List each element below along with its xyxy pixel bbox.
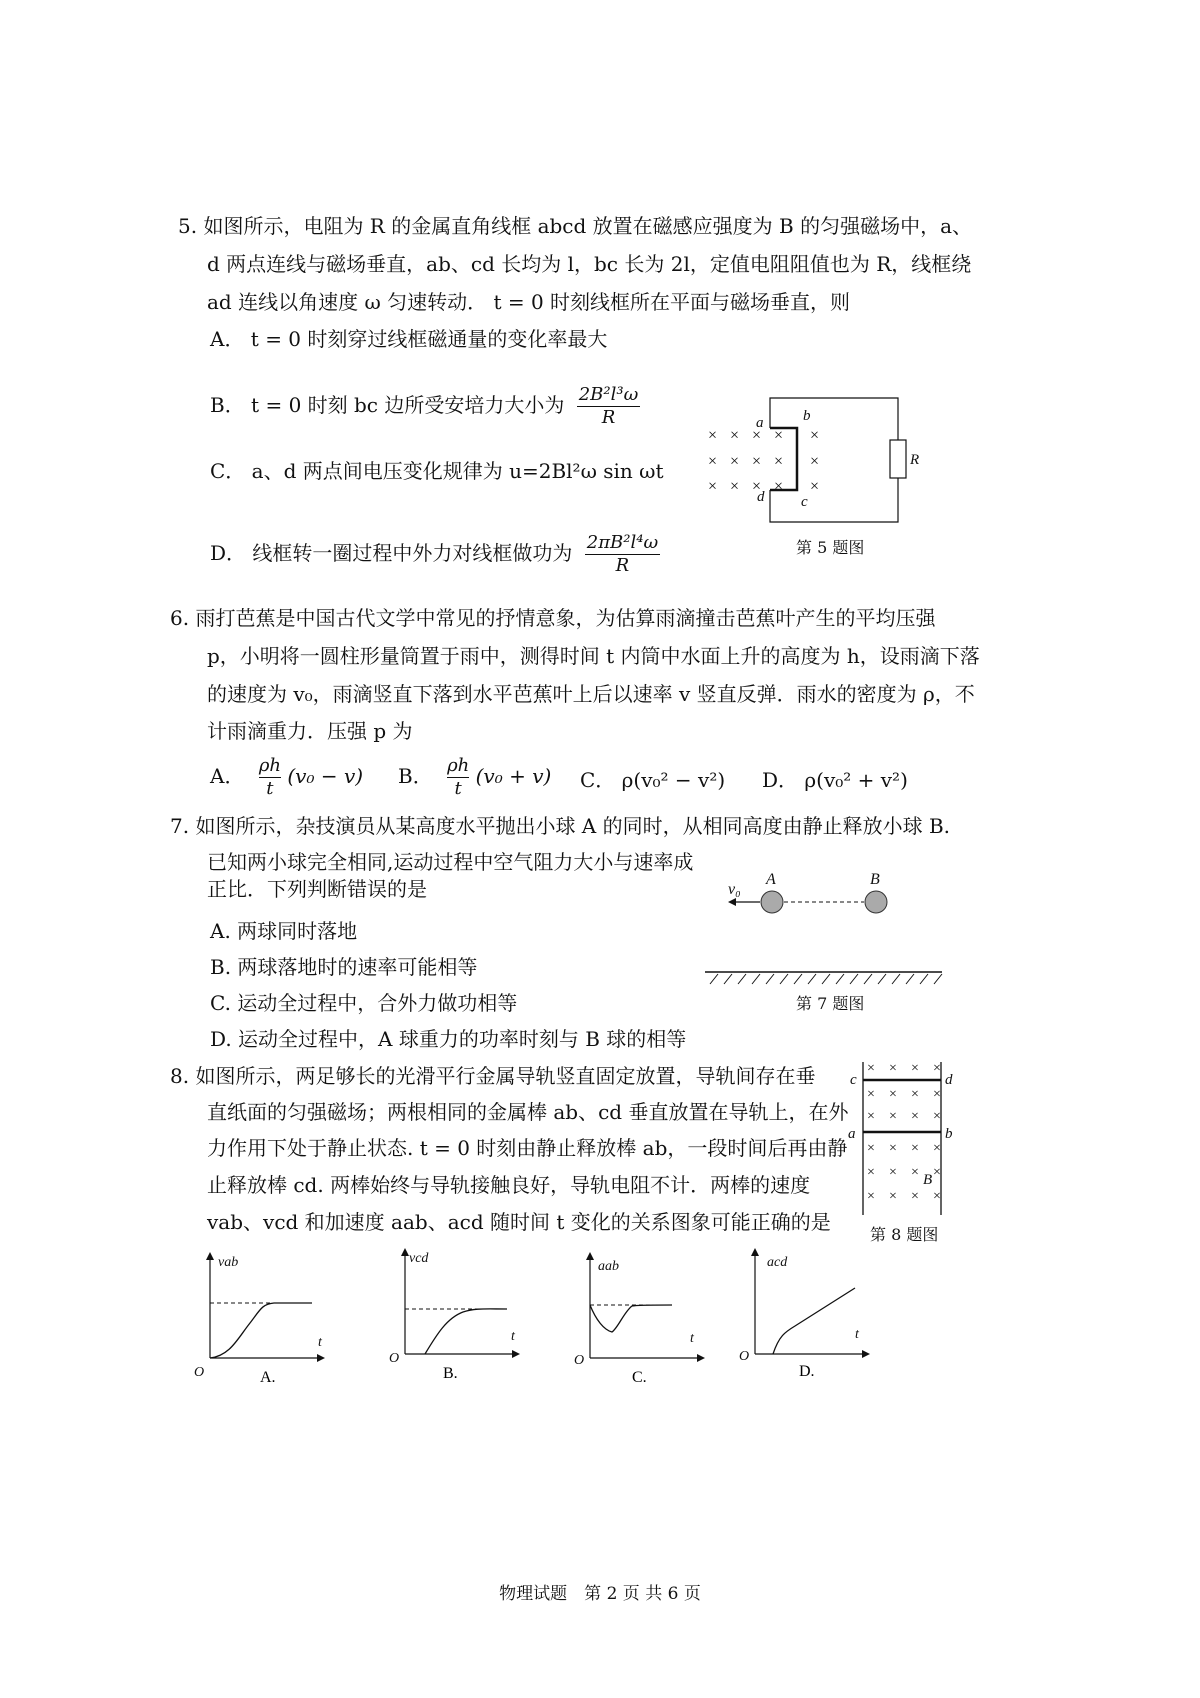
q7-stem-line3: 正比．下列判断错误的是 [207, 877, 427, 901]
q6-stem-line2: p，小明将一圆柱形量筒置于雨中，测得时间 t 内筒中水面上升的高度为 h，设雨滴下落 [207, 644, 980, 668]
q8-label-c: c [850, 1072, 857, 1088]
page-footer: 物理试题 第 2 页 共 6 页 [499, 1584, 701, 1604]
q6-option-a-denominator: t [266, 778, 274, 799]
q6-option-b-numerator: ρh [447, 755, 470, 776]
svg-text:×: × [730, 478, 740, 495]
q5-option-d-numerator: 2πB²l⁴ω [586, 532, 659, 553]
q6-option-b-denominator: t [454, 778, 462, 799]
q8-graph-c-option: C. [632, 1369, 647, 1386]
q8-graph-d [735, 1244, 875, 1384]
svg-text:×: × [774, 478, 784, 495]
svg-text:×: × [810, 427, 820, 444]
q6-stem-line1: 6. 雨打芭蕉是中国古代文学中常见的抒情意象，为估算雨滴撞击芭蕉叶产生的平均压强 [170, 606, 936, 630]
svg-text:×: × [911, 1087, 919, 1102]
q8-graph-d-option: D. [799, 1363, 815, 1380]
q8-stem-line3: 力作用下处于静止状态. t = 0 时刻由静止释放棒 ab，一段时间后再由静 [207, 1136, 848, 1160]
svg-text:×: × [933, 1061, 941, 1076]
svg-text:×: × [867, 1189, 875, 1204]
svg-text:×: × [889, 1109, 897, 1124]
svg-text:×: × [889, 1061, 897, 1076]
q8-stem-line2: 直纸面的匀强磁场；两根相同的金属棒 ab、cd 垂直放置在导轨上，在外 [207, 1100, 849, 1124]
svg-text:×: × [752, 478, 762, 495]
q8-graph-a-origin: O [194, 1365, 205, 1380]
svg-text:×: × [708, 427, 718, 444]
q8-graph-c [570, 1248, 710, 1388]
q5-stem-line2: d 两点连线与磁场垂直，ab、cd 长均为 l，bc 长为 2l，定值电阻阻值也为 R，线框绕 [207, 252, 972, 276]
q8-graph-b-ylabel: vcd [409, 1251, 429, 1266]
q7-label-a: A [766, 871, 776, 888]
q8-graph-d-origin: O [739, 1349, 750, 1364]
q6-option-a [210, 755, 363, 800]
q7-label-b: B [870, 871, 880, 888]
q8-graph-a-ylabel: vab [218, 1255, 239, 1270]
q6-option-b-tail: (v₀ + v) [475, 764, 552, 788]
q8-stem-line4: 止释放棒 cd. 两棒始终与导轨接触良好，导轨电阻不计．两棒的速度 [207, 1173, 811, 1197]
svg-text:×: × [752, 453, 762, 470]
q5-option-b-denominator: R [601, 407, 616, 428]
svg-text:×: × [933, 1165, 941, 1180]
svg-text:×: × [933, 1189, 941, 1204]
svg-text:×: × [911, 1189, 919, 1204]
svg-text:×: × [933, 1109, 941, 1124]
svg-text:×: × [810, 478, 820, 495]
q6-option-b-label: B． [398, 764, 433, 788]
svg-text:×: × [752, 427, 762, 444]
q7-stem-line1: 7. 如图所示，杂技演员从某高度水平抛出小球 A 的同时，从相同高度由静止释放小球 B. [170, 814, 951, 838]
q8-label-d: d [945, 1072, 953, 1088]
q8-graph-c-xlabel: t [690, 1331, 694, 1346]
q5-option-b-text: B． t = 0 时刻 bc 边所受安培力大小为 [210, 393, 565, 417]
svg-text:×: × [867, 1141, 875, 1156]
q7-figure-caption: 第 7 题图 [796, 994, 865, 1013]
q8-graph-d-xlabel: t [855, 1327, 859, 1342]
svg-text:×: × [889, 1165, 897, 1180]
q8-graph-b-option: B. [443, 1365, 458, 1382]
q5-label-a: a [756, 415, 764, 431]
q8-graph-a-option: A. [260, 1369, 276, 1386]
q5-label-c: c [801, 494, 808, 510]
q8-figure-caption: 第 8 题图 [870, 1225, 939, 1244]
svg-text:×: × [889, 1087, 897, 1102]
q5-label-r: R [910, 452, 920, 468]
q7-stem-line2: 已知两小球完全相同,运动过程中空气阻力大小与速率成 [207, 850, 694, 874]
svg-text:×: × [933, 1087, 941, 1102]
svg-text:×: × [708, 478, 718, 495]
q8-graph-d-ylabel: acd [767, 1255, 788, 1270]
svg-text:×: × [730, 427, 740, 444]
q8-stem-line5: vab、vcd 和加速度 aab、acd 随时间 t 变化的关系图象可能正确的是 [207, 1210, 831, 1234]
svg-text:×: × [730, 453, 740, 470]
q5-option-b-numerator: 2B²l³ω [578, 384, 639, 405]
q5-option-b [210, 384, 640, 429]
svg-text:×: × [933, 1141, 941, 1156]
q8-graph-c-ylabel: aab [598, 1259, 619, 1274]
q7-option-b: B. 两球落地时的速率可能相等 [210, 955, 478, 979]
q6-option-d: D． ρ(v₀² + v²) [762, 768, 908, 792]
q8-graph-b-xlabel: t [511, 1329, 515, 1344]
q7-option-c: C. 运动全过程中，合外力做功相等 [210, 991, 518, 1015]
q5-option-d-denominator: R [615, 555, 630, 576]
q6-stem-line4: 计雨滴重力．压强 p 为 [207, 719, 413, 743]
q8-figure [845, 1060, 965, 1220]
svg-text:×: × [867, 1087, 875, 1102]
q8-graph-b [385, 1244, 525, 1384]
q5-figure-caption: 第 5 题图 [796, 538, 865, 557]
q8-graph-a-xlabel: t [318, 1335, 322, 1350]
q6-option-c: C． ρ(v₀² − v²) [580, 768, 726, 792]
q8-graph-b-origin: O [389, 1351, 400, 1366]
q8-stem-line1: 8. 如图所示，两足够长的光滑平行金属导轨竖直固定放置，导轨间存在垂 [170, 1064, 816, 1088]
svg-text:×: × [889, 1141, 897, 1156]
q5-stem-line1: 5. 如图所示，电阻为 R 的金属直角线框 abcd 放置在磁感应强度为 B 的匀强磁场中，a、 [178, 214, 972, 238]
q7-figure [700, 870, 950, 990]
svg-text:×: × [774, 453, 784, 470]
q8-label-field: B [923, 1172, 933, 1188]
q6-option-a-label: A． [210, 764, 245, 788]
svg-text:×: × [810, 453, 820, 470]
q8-graph-c-origin: O [574, 1353, 585, 1368]
q6-option-a-numerator: ρh [258, 755, 281, 776]
q5-option-c: C． a、d 两点间电压变化规律为 u=2Bl²ω sin ωt [210, 459, 664, 483]
q5-label-b: b [803, 408, 811, 424]
q7-label-v0: v₀ [728, 881, 741, 898]
svg-text:×: × [889, 1189, 897, 1204]
q5-label-d: d [757, 489, 765, 505]
svg-text:×: × [911, 1061, 919, 1076]
svg-text:×: × [867, 1109, 875, 1124]
q5-option-a: A． t = 0 时刻穿过线框磁通量的变化率最大 [210, 327, 608, 351]
svg-text:×: × [911, 1165, 919, 1180]
svg-text:×: × [911, 1109, 919, 1124]
svg-text:×: × [774, 427, 784, 444]
svg-text:×: × [911, 1141, 919, 1156]
q8-label-b: b [945, 1126, 953, 1142]
q7-option-d: D. 运动全过程中，A 球重力的功率时刻与 B 球的相等 [210, 1027, 687, 1051]
q5-option-d-text: D． 线框转一圈过程中外力对线框做功为 [210, 541, 573, 565]
q5-figure [700, 390, 930, 525]
q6-option-a-tail: (v₀ − v) [287, 764, 364, 788]
q7-option-a: A. 两球同时落地 [210, 919, 358, 943]
q8-graph-a [190, 1248, 330, 1388]
q6-option-b [398, 755, 551, 800]
svg-text:×: × [867, 1061, 875, 1076]
svg-text:×: × [867, 1165, 875, 1180]
q5-option-d [210, 532, 660, 577]
svg-text:×: × [708, 453, 718, 470]
q8-label-a: a [848, 1126, 856, 1142]
q6-stem-line3: 的速度为 v₀，雨滴竖直下落到水平芭蕉叶上后以速率 v 竖直反弹．雨水的密度为 ρ，不 [207, 682, 975, 706]
q5-stem-line3: ad 连线以角速度 ω 匀速转动． t = 0 时刻线框所在平面与磁场垂直，则 [207, 290, 851, 314]
